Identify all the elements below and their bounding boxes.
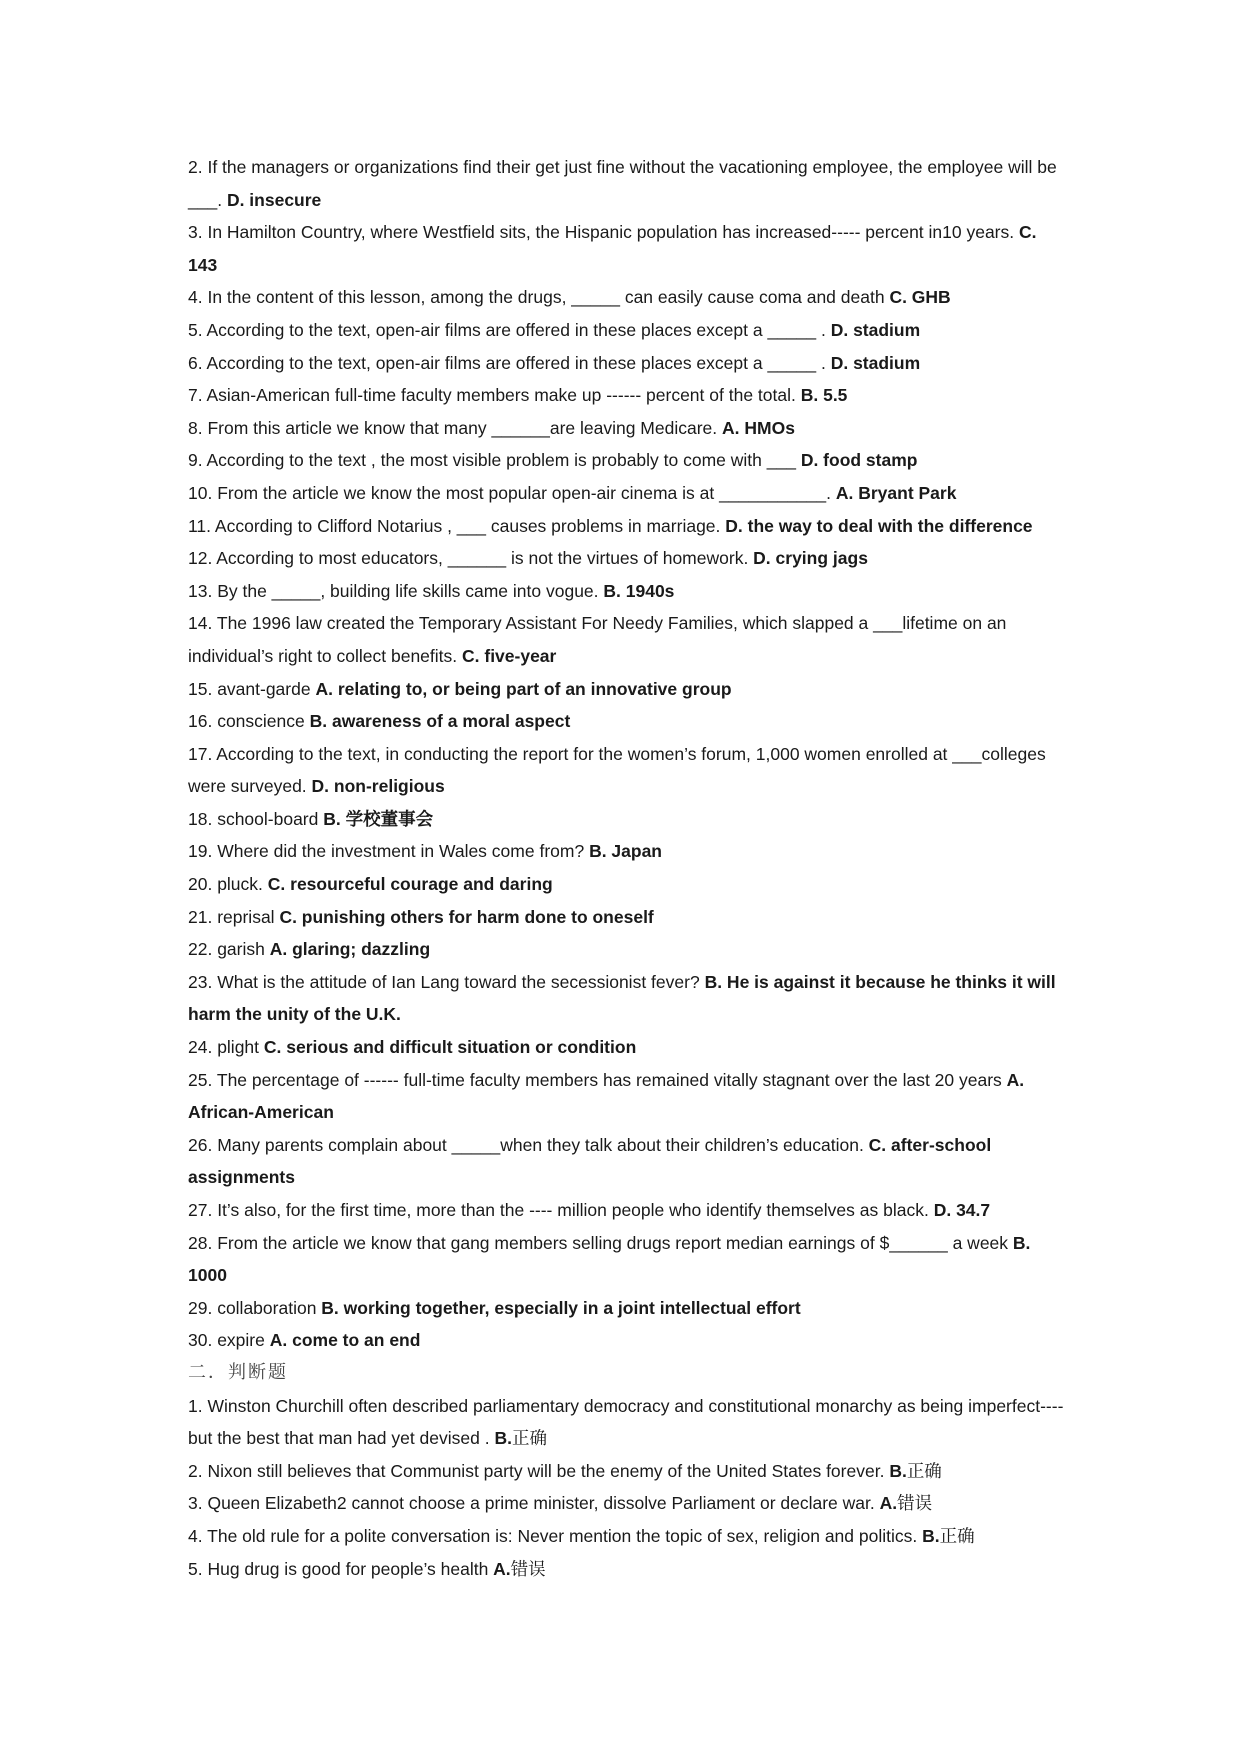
question-text: 19. Where did the investment in Wales come from? [188,841,590,862]
answer-text: A. come to an end [269,1330,421,1351]
answer-text: A. [879,1493,898,1514]
question-item [188,347,1066,380]
question-item [188,738,1066,803]
question-item [188,1553,1066,1586]
answer-text: A. relating to, or being part of an innovative group [315,678,732,699]
answer-text: A. African-American [188,1069,1025,1123]
question-item [188,379,1066,412]
question-item [188,1324,1066,1357]
section-heading: 二．判断题 [188,1361,288,1383]
question-item [188,803,1066,836]
question-text: 17. According to the text, in conducting the report for the women’s forum, 1,000 women enrolled at ___colleges were surveyed. [188,743,1046,797]
answer-verdict: 错误 [897,1493,933,1514]
document-body [188,151,1066,1585]
answer-verdict: 错误 [510,1558,546,1579]
question-item [188,1227,1066,1292]
question-item [188,1520,1066,1553]
answer-text: B. [494,1428,512,1449]
answer-text: A. [493,1558,511,1579]
question-item [188,868,1066,901]
question-text: 5. Hug drug is good for people’s health [188,1558,494,1579]
question-text: 30. expire [188,1330,270,1351]
true-false-list [188,1390,1066,1586]
question-text: 18. school-board [188,808,324,829]
answer-text: D. stadium [830,319,921,340]
answer-text: D. non-religious [311,776,445,797]
question-item [188,835,1066,868]
answer-text: B. [922,1525,940,1546]
answer-text: C. punishing others for harm done to oneself [279,906,654,927]
question-item [188,705,1066,738]
question-text: 2. Nixon still believes that Communist party will be the enemy of the United States forever. [188,1460,890,1481]
answer-text: B. 5.5 [800,385,848,406]
answer-text: C. 143 [188,222,1037,275]
question-item [188,673,1066,706]
question-item [188,901,1066,934]
question-item [188,216,1066,281]
question-item [188,281,1066,314]
question-item [188,1455,1066,1488]
question-item [188,542,1066,575]
question-text: 22. garish [188,939,270,960]
question-item [188,412,1066,445]
answer-text: B. 1000 [188,1232,1031,1286]
question-item [188,1064,1066,1129]
question-text: 12. According to most educators, ______ is not the virtues of homework. [188,548,754,569]
answer-text: D. stadium [830,352,921,373]
answer-text: D. insecure [226,189,322,210]
question-item [188,444,1066,477]
answer-text: A. Bryant Park [835,482,957,503]
answer-verdict: 正确 [939,1525,975,1546]
answer-text: D. the way to deal with the difference [725,515,1033,536]
question-item [188,933,1066,966]
question-text: 4. The old rule for a polite conversation is: Never mention the topic of sex, religion and politics. [188,1525,923,1546]
question-item [188,477,1066,510]
answer-text: D. crying jags [753,548,868,569]
question-item [188,1390,1066,1455]
question-text: 23. What is the attitude of Ian Lang toward the secessionist fever? [188,971,705,992]
question-text: 29. collaboration [188,1297,322,1318]
question-item [188,575,1066,608]
answer-verdict: 正确 [906,1460,942,1481]
question-text: 6. According to the text, open-air films are offered in these places except a _____ . [188,352,831,373]
question-item [188,1031,1066,1064]
question-text: 8. From this article we know that many ______are leaving Medicare. [188,417,723,438]
question-item [188,966,1066,1031]
question-item [188,510,1066,543]
question-text: 28. From the article we know that gang members selling drugs report median earnings of $______ a week [188,1232,1013,1253]
question-text: 3. In Hamilton Country, where Westfield sits, the Hispanic population has increased----- percent in10 years. [188,222,1019,243]
question-item [188,1292,1066,1325]
question-text: 20. pluck. [188,874,268,895]
answer-text: C. five-year [462,645,557,666]
question-text: 7. Asian-American full-time faculty members make up ------ percent of the total. [188,385,801,406]
question-item [188,314,1066,347]
question-text: 26. Many parents complain about _____when they talk about their children’s education. [188,1134,869,1155]
answer-text: C. after-school assignments [188,1134,992,1188]
answer-text: B. 学校董事会 [323,808,434,829]
question-item [188,1487,1066,1520]
question-text: 9. According to the text , the most visible problem is probably to come with ___ [188,450,801,471]
question-text: 3. Queen Elizabeth2 cannot choose a prime minister, dissolve Parliament or declare war. [188,1493,880,1514]
question-text: 14. The 1996 law created the Temporary Assistant For Needy Families, which slapped a ___lifetime on an individual’s right to collect benefits. [188,613,1007,666]
answer-text: A. glaring; dazzling [269,939,431,960]
question-text: 16. conscience [188,711,310,732]
answer-text: A. HMOs [722,417,795,438]
question-text: 21. reprisal [188,906,280,927]
question-item [188,151,1066,216]
question-text: 27. It’s also, for the first time, more than the ---- million people who identify themselves as black. [188,1200,934,1220]
answer-text: C. GHB [889,287,951,308]
answer-text: B. [889,1460,907,1481]
question-text: 24. plight [188,1037,264,1058]
answer-text: D. 34.7 [933,1200,991,1220]
answer-text: B. 1940s [603,580,675,601]
question-text: 1. Winston Churchill often described parliamentary democracy and constitutional monarchy as being imperfect----but the best that man had yet devised . [188,1395,1064,1449]
multiple-choice-list [188,151,1066,1357]
answer-text: B. working together, especially in a joint intellectual effort [321,1297,801,1318]
answer-text: D. food stamp [800,450,918,471]
question-text: 13. By the _____, building life skills came into vogue. [188,580,604,601]
answer-text: C. serious and difficult situation or condition [263,1037,637,1058]
answer-text: B. He is against it because he thinks it will harm the unity of the U.K. [188,971,1056,1025]
question-text: 11. According to Clifford Notarius , ___ causes problems in marriage. [188,515,726,536]
answer-text: B. Japan [589,841,663,862]
answer-text: C. resourceful courage and daring [267,874,553,895]
question-text: 25. The percentage of ------ full-time faculty members has remained vitally stagnant over the last 20 years [188,1069,1007,1090]
question-item [188,1194,1066,1227]
answer-text: B. awareness of a moral aspect [309,711,571,732]
question-text: 5. According to the text, open-air films are offered in these places except a _____ . [188,319,831,340]
answer-verdict: 正确 [511,1428,547,1449]
question-text: 2. If the managers or organizations find their get just fine without the vacationing employee, the employee will be ___. [188,157,1057,210]
question-item [188,1129,1066,1194]
question-text: 15. avant-garde [188,678,316,699]
question-item [188,607,1066,672]
question-text: 4. In the content of this lesson, among the drugs, _____ can easily cause coma and death [188,287,890,308]
question-text: 10. From the article we know the most popular open-air cinema is at ___________. [188,482,836,503]
